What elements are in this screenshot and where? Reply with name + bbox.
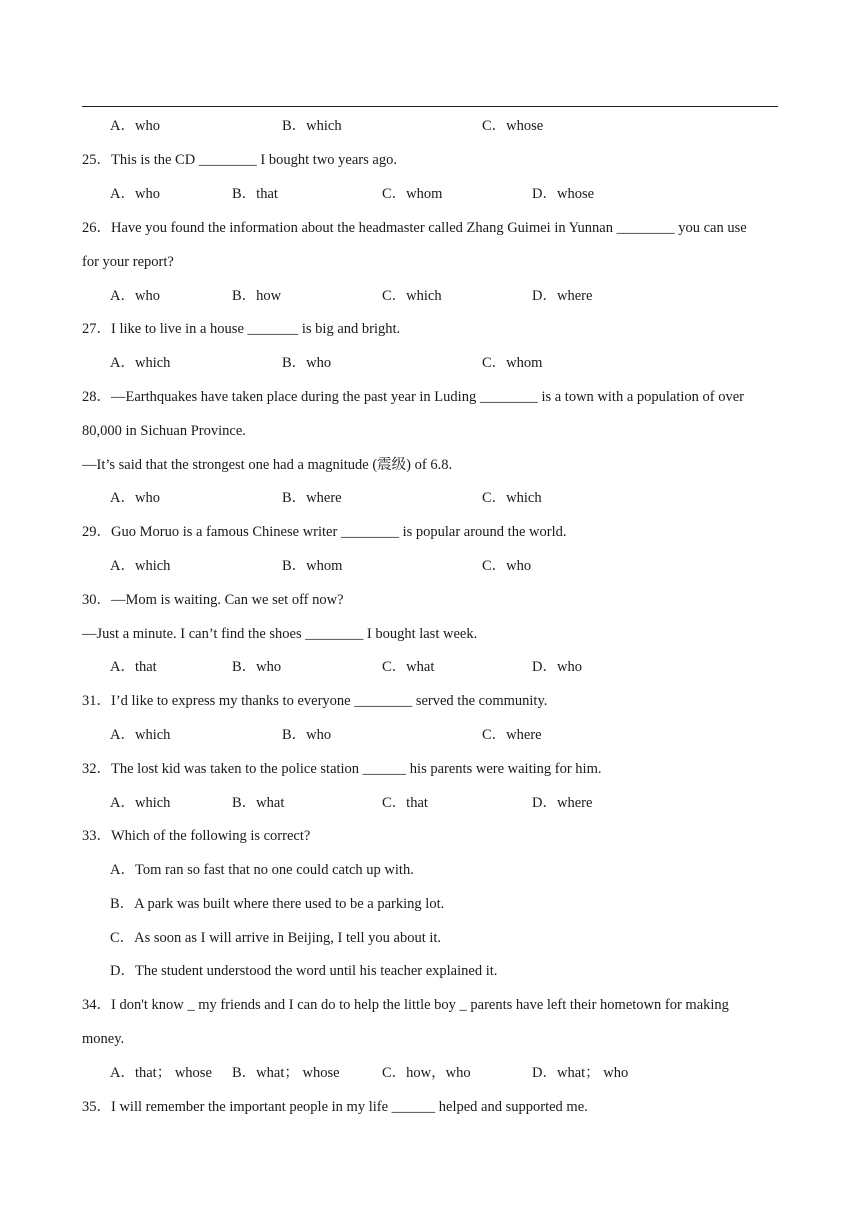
answer-option[interactable]: B．whom (282, 558, 343, 574)
question-text: 31．I’d like to express my thanks to everyone ________ served the community. (82, 693, 548, 709)
answer-option[interactable]: A．which (110, 795, 171, 811)
answer-option[interactable]: B．where (282, 490, 342, 506)
answer-option[interactable]: C．whose (482, 118, 544, 134)
answer-option[interactable]: B．what； whose (232, 1065, 340, 1081)
answer-option[interactable]: B．who (232, 659, 282, 675)
answer-option[interactable]: D．The student understood the word until his teacher explained it. (110, 963, 498, 979)
answer-option[interactable]: C．how，who (382, 1065, 471, 1081)
answer-option[interactable]: D．where (532, 288, 593, 304)
question-text: 33．Which of the following is correct? (82, 828, 311, 844)
question-continuation: —Just a minute. I can’t find the shoes ________ I bought last week. (82, 626, 478, 642)
answer-option[interactable]: D．what； who (532, 1065, 629, 1081)
question-text: 27．I like to live in a house _______ is big and bright. (82, 321, 401, 337)
answer-option[interactable]: C．that (382, 795, 428, 811)
answer-option[interactable]: A．who (110, 490, 160, 506)
question-text: 26．Have you found the information about the headmaster called Zhang Guimei in Yunnan ________ you can use (82, 220, 747, 236)
answer-option[interactable]: C．where (482, 727, 542, 743)
question-text: 28．—Earthquakes have taken place during the past year in Luding ________ is a town with a population of over (82, 389, 745, 405)
answer-option[interactable]: A．which (110, 727, 171, 743)
question-continuation: for your report? (82, 254, 174, 270)
answer-option[interactable]: D．who (532, 659, 582, 675)
question-text: 35．I will remember the important people in my life ______ helped and supported me. (82, 1099, 588, 1115)
answer-option[interactable]: D．whose (532, 186, 595, 202)
answer-option[interactable]: B．that (232, 186, 278, 202)
question-text: 25．This is the CD ________ I bought two years ago. (82, 152, 397, 168)
question-continuation: money. (82, 1031, 125, 1047)
answer-option[interactable]: A．that (110, 659, 157, 675)
answer-option[interactable]: A．which (110, 355, 171, 371)
answer-option[interactable]: B．who (282, 355, 332, 371)
answer-option[interactable]: C．whom (482, 355, 543, 371)
question-continuation: —It’s said that the strongest one had a magnitude (震级) of 6.8. (82, 457, 453, 473)
header-rule (82, 106, 778, 107)
answer-option[interactable]: A．who (110, 186, 160, 202)
question-text: 29．Guo Moruo is a famous Chinese writer ________ is popular around the world. (82, 524, 567, 540)
answer-option[interactable]: C．what (382, 659, 435, 675)
answer-option[interactable]: A．who (110, 288, 160, 304)
answer-option[interactable]: A．that； whose (110, 1065, 212, 1081)
question-text: 34．I don't know _ my friends and I can do to help the little boy _ parents have left their hometown for making (82, 997, 729, 1013)
answer-option[interactable]: C．who (482, 558, 532, 574)
answer-option[interactable]: A．who (110, 118, 160, 134)
answer-option[interactable]: C．As soon as I will arrive in Beijing, I tell you about it. (110, 930, 442, 946)
answer-option[interactable]: B．what (232, 795, 285, 811)
answer-option[interactable]: B．which (282, 118, 342, 134)
question-continuation: 80,000 in Sichuan Province. (82, 423, 246, 439)
question-text: 30．—Mom is waiting. Can we set off now? (82, 592, 344, 608)
answer-option[interactable]: A．Tom ran so fast that no one could catch up with. (110, 862, 414, 878)
answer-option[interactable]: C．which (482, 490, 542, 506)
question-text: 32．The lost kid was taken to the police station ______ his parents were waiting for him. (82, 761, 602, 777)
answer-option[interactable]: B．who (282, 727, 332, 743)
answer-option[interactable]: B．A park was built where there used to be a parking lot. (110, 896, 445, 912)
answer-option[interactable]: C．whom (382, 186, 443, 202)
answer-option[interactable]: D．where (532, 795, 593, 811)
answer-option[interactable]: A．which (110, 558, 171, 574)
answer-option[interactable]: C．which (382, 288, 442, 304)
answer-option[interactable]: B．how (232, 288, 282, 304)
